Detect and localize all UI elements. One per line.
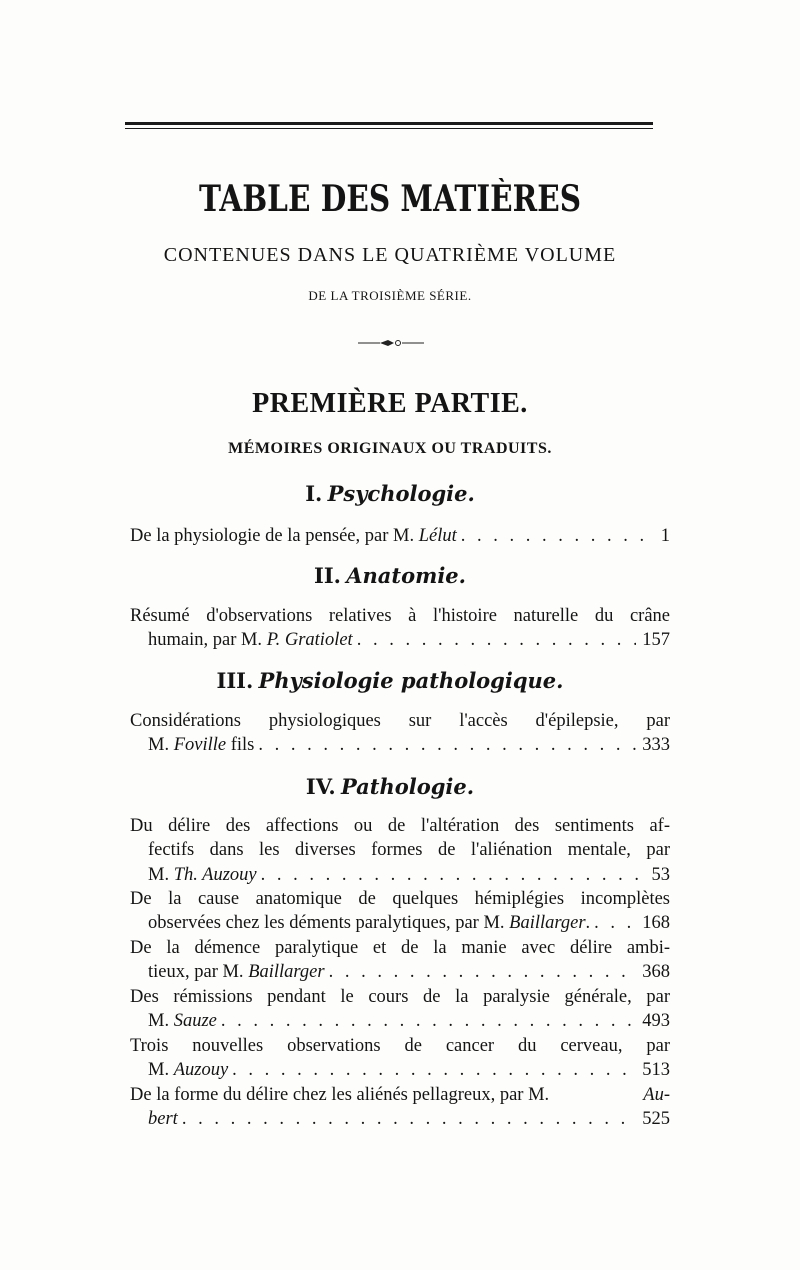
leader-dots <box>590 911 636 935</box>
section-heading-anatomie <box>0 563 780 589</box>
entry-author: Au- <box>643 1085 670 1105</box>
entry-author: P. Gratiolet <box>266 630 353 651</box>
top-rule-thin <box>125 128 653 129</box>
entry-text: De la cause anatomique de quelques hémiplégies incomplètes <box>130 889 670 909</box>
page-title: TABLE DES MATIÈRES <box>198 178 582 220</box>
entry-author: Baillarger <box>248 962 325 983</box>
entry-text: Considérations physiologiques sur l'accès d'épilepsie, par <box>130 711 670 731</box>
toc-entry[interactable] <box>130 524 670 548</box>
top-rule-thick <box>125 122 653 125</box>
page-subtitle: CONTENUES DANS LE QUATRIÈME VOLUME <box>163 244 617 266</box>
entry-author: Lélut <box>418 526 457 546</box>
part-title: PREMIÈRE PARTIE. <box>252 388 528 419</box>
entry-text <box>148 1107 178 1131</box>
entry-text: observées chez les déments paralytiques, par M. Baillarger. <box>148 913 591 934</box>
section-name: Anatomie. <box>346 563 466 588</box>
toc-entry[interactable] <box>130 604 670 653</box>
entry-text: tieux, par M. Baillarger <box>148 962 325 983</box>
entry-text: M. Th. Auzouy <box>148 864 257 885</box>
section-number: II. <box>314 563 341 588</box>
leader-dots <box>254 733 636 757</box>
page-number: 368 <box>642 962 670 983</box>
leader-dots <box>228 1058 636 1082</box>
toc-entry[interactable] <box>130 1034 670 1083</box>
page-number: 333 <box>642 735 670 756</box>
toc-entry[interactable] <box>130 936 670 985</box>
entry-text: De la forme du délire chez les aliénés pellagreux, par M. Au- <box>130 1083 670 1107</box>
toc-entry[interactable] <box>130 814 670 887</box>
entry-author: Auzouy <box>173 1060 229 1081</box>
page-number: 1 <box>660 526 670 546</box>
entry-text: humain, par M. P. Gratiolet <box>148 630 353 651</box>
entry-text: De la physiologie de la pensée, par M. Lélut <box>130 526 457 546</box>
page-number: 157 <box>642 630 670 651</box>
page-number: 53 <box>651 864 670 885</box>
leader-dots <box>178 1107 636 1131</box>
section-number: I. <box>305 481 323 506</box>
entry-author: bert <box>148 1109 178 1130</box>
series-label: DE LA TROISIÈME SÉRIE. <box>308 288 472 303</box>
section-name: Psychologie. <box>327 481 475 506</box>
toc-entry[interactable] <box>130 1083 670 1132</box>
part-subtitle: MÉMOIRES ORIGINAUX OU TRADUITS. <box>228 440 552 457</box>
ornament-divider-icon <box>356 337 426 349</box>
entry-author: Foville <box>173 735 227 756</box>
toc-entry[interactable] <box>130 985 670 1034</box>
toc-entry[interactable] <box>130 709 670 758</box>
entry-author: Th. Auzouy <box>173 864 257 885</box>
toc-entry[interactable] <box>130 887 670 936</box>
page-number: 168 <box>642 913 670 934</box>
entry-author: Sauze <box>173 1011 217 1032</box>
leader-dots <box>353 628 637 652</box>
entry-text: Des rémissions pendant le cours de la paralysie générale, par <box>130 987 670 1007</box>
page-number: 513 <box>642 1060 670 1081</box>
page-number: 525 <box>642 1109 670 1130</box>
leader-dots <box>257 863 646 887</box>
leader-dots <box>457 524 655 548</box>
entry-text: M. Sauze <box>148 1011 217 1032</box>
section-number: IV. <box>305 774 336 799</box>
section-heading-pathologie <box>0 774 780 800</box>
section-heading-physiologie-pathologique <box>0 668 780 694</box>
entry-text: M. Foville fils <box>148 735 255 756</box>
leader-dots <box>325 960 637 984</box>
section-number: III. <box>216 668 254 693</box>
section-heading-psychologie <box>0 481 780 507</box>
entry-text: fectifs dans les diverses formes de l'aliénation mentale, par <box>148 840 670 861</box>
entry-text: Résumé d'observations relatives à l'histoire naturelle du crâne <box>130 606 670 626</box>
entry-text: M. Auzouy <box>148 1060 229 1081</box>
entry-text: Du délire des affections ou de l'altération des sentiments af- <box>130 816 670 836</box>
entry-author: Baillarger <box>509 913 586 934</box>
leader-dots <box>217 1009 636 1033</box>
page-number: 493 <box>642 1011 670 1032</box>
section-name: Pathologie. <box>340 774 475 799</box>
entry-text: Trois nouvelles observations de cancer du cerveau, par <box>130 1036 670 1056</box>
entry-text: De la démence paralytique et de la manie avec délire ambi- <box>130 938 670 958</box>
section-name: Physiologie pathologique. <box>258 668 564 693</box>
